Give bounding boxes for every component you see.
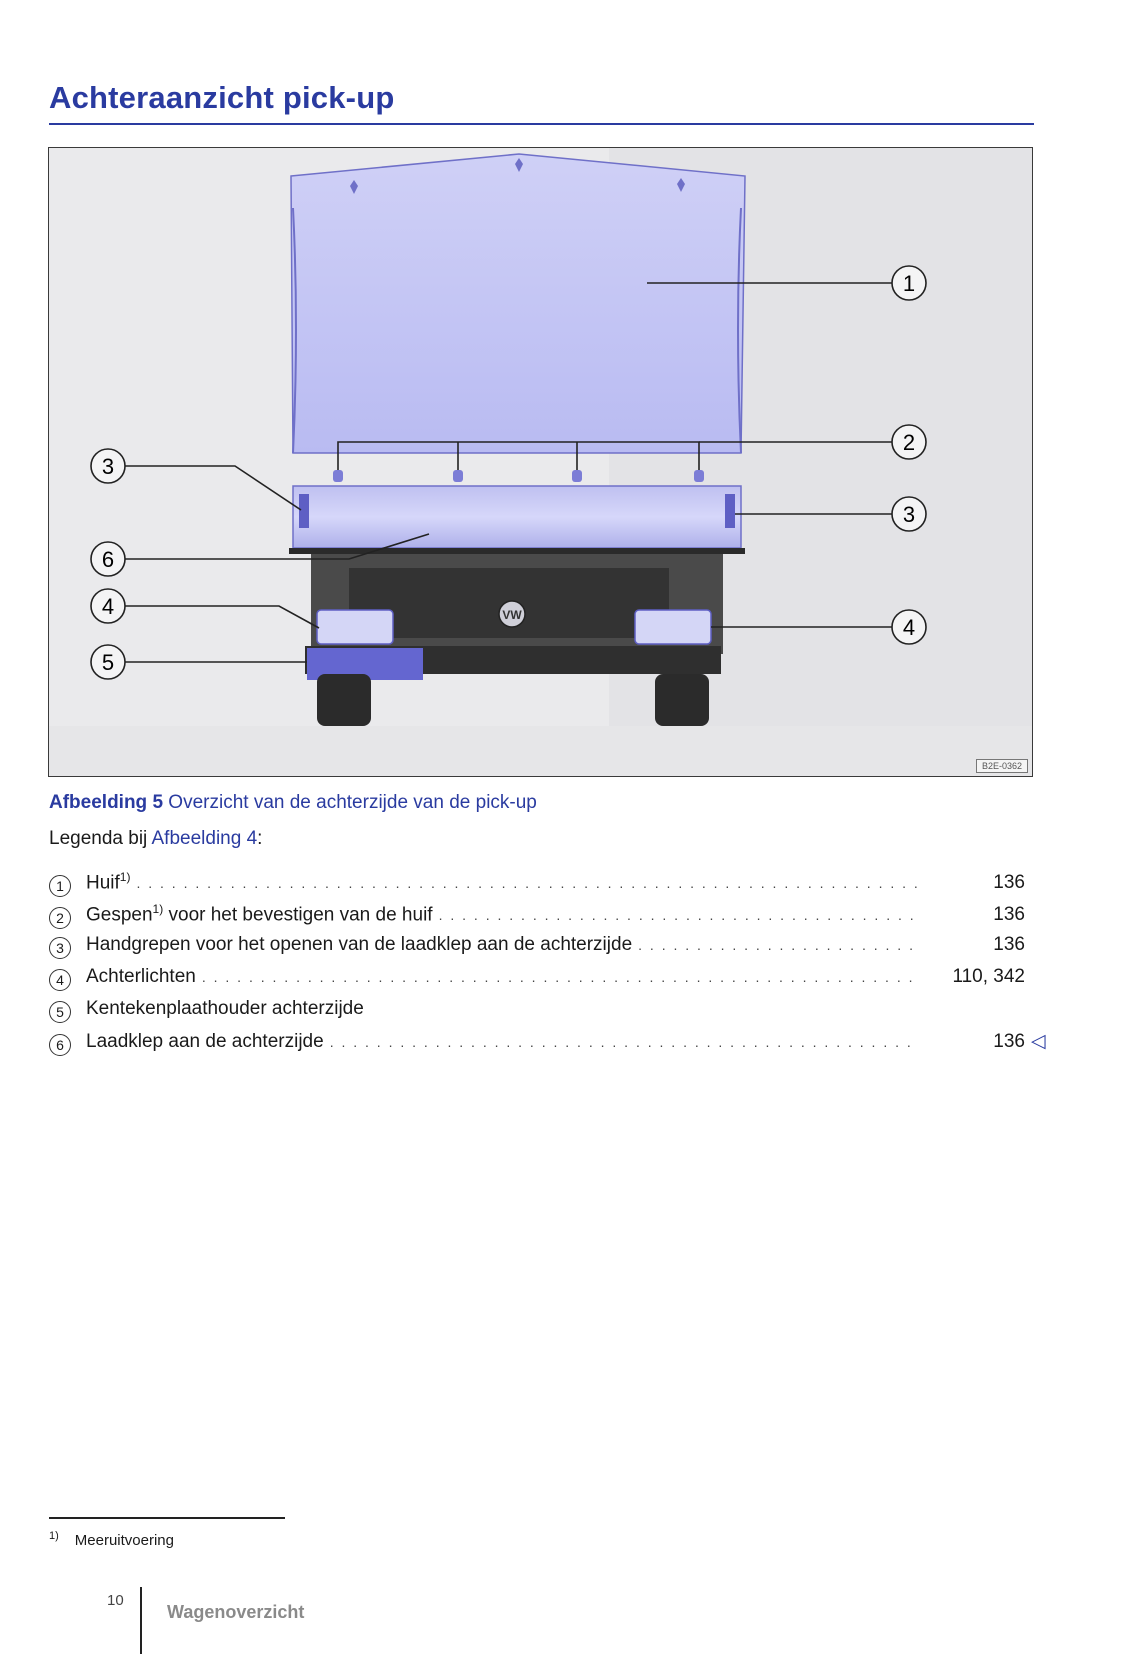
callout-6: 6 xyxy=(101,547,115,572)
legend-number: 1 xyxy=(49,875,71,897)
legend-number: 2 xyxy=(49,907,71,929)
caption-label: Afbeelding 5 xyxy=(49,792,164,813)
legend-figure-link[interactable]: Afbeelding 4 xyxy=(151,828,258,849)
rear-light-right xyxy=(635,610,711,644)
callout-1: 1 xyxy=(902,271,916,296)
callout-2: 2 xyxy=(902,430,916,455)
figure-caption xyxy=(49,792,537,814)
wheel-right xyxy=(655,674,709,726)
legend-number: 3 xyxy=(49,937,71,959)
callout-4-left: 4 xyxy=(101,594,115,619)
footnote-divider xyxy=(49,1517,285,1519)
legend-list xyxy=(49,870,1059,1062)
leader-dots xyxy=(638,937,919,953)
legend-title xyxy=(49,828,262,850)
page-number: 10 xyxy=(107,1592,124,1609)
pickup-rear-illustration xyxy=(48,147,1033,777)
page-reference[interactable]: 136 xyxy=(993,1031,1025,1052)
caption-text: Overzicht van de achterzijde van de pick-up xyxy=(168,792,537,813)
footer-divider xyxy=(140,1587,142,1654)
rear-light-left xyxy=(317,610,393,644)
buckle xyxy=(694,470,704,482)
buckle xyxy=(333,470,343,482)
section-name: Wagenoverzicht xyxy=(167,1602,305,1622)
legend-label xyxy=(86,902,433,926)
ground xyxy=(49,726,1033,777)
legend-number: 6 xyxy=(49,1034,71,1056)
legend-label-text: Achterlichten xyxy=(86,966,196,987)
leader-dots xyxy=(136,875,919,891)
page-reference[interactable]: 136 xyxy=(993,904,1025,926)
legend-title-colon: : xyxy=(257,828,263,849)
legend-label-text: Gespen xyxy=(86,904,153,926)
illustration-svg xyxy=(49,148,1033,777)
callout-3-left: 3 xyxy=(101,454,115,479)
canopy xyxy=(291,154,745,453)
legend-label xyxy=(86,870,130,894)
gate-handle-right xyxy=(725,494,735,528)
legend-item xyxy=(49,934,1059,966)
wheel-left xyxy=(317,674,371,726)
legend-item xyxy=(49,902,1059,934)
legend-label xyxy=(86,966,196,988)
legend-number: 4 xyxy=(49,969,71,991)
legend-item xyxy=(49,870,1059,902)
legend-label xyxy=(86,1031,324,1053)
tailgate xyxy=(293,486,741,548)
leader-dots xyxy=(202,969,919,985)
legend-title-text: Legenda bij xyxy=(49,828,148,849)
callout-4-right: 4 xyxy=(902,615,916,640)
callout-3-right: 3 xyxy=(902,502,916,527)
gate-edge xyxy=(289,548,745,554)
legend-item xyxy=(49,998,1059,1030)
legend-label-text: Laadklep aan de achterzijde xyxy=(86,1031,324,1052)
legend-label xyxy=(86,934,632,956)
leader-dots xyxy=(439,907,919,923)
vw-logo-text: VW xyxy=(502,608,522,622)
page-reference[interactable]: 136 xyxy=(993,934,1025,955)
title-divider xyxy=(49,123,1034,125)
footnote xyxy=(49,1530,174,1549)
footnote-text: Meeruitvoering xyxy=(74,1532,174,1549)
footnote-marker: 1) xyxy=(49,1530,59,1542)
figure-code: B2E-0362 xyxy=(976,759,1028,773)
gate-handle-left xyxy=(299,494,309,528)
page-reference[interactable]: 110, 342 xyxy=(952,966,1025,987)
page-title: Achteraanzicht pick-up xyxy=(49,80,395,115)
legend-label-rest: voor het bevestigen van de huif xyxy=(163,904,433,926)
footnote-ref: 1) xyxy=(152,902,164,916)
legend-label-text: Handgrepen voor het openen van de laadklep aan de achterzijde xyxy=(86,934,633,955)
leader-dots xyxy=(330,1034,919,1050)
page-reference[interactable]: 136 xyxy=(993,872,1025,894)
footnote-ref: 1) xyxy=(119,870,131,884)
legend-item xyxy=(49,1030,1059,1062)
callout-5: 5 xyxy=(101,650,115,675)
buckle xyxy=(572,470,582,482)
end-mark: ◁ xyxy=(1031,1031,1046,1052)
legend-label-text: Huif xyxy=(86,872,120,894)
legend-label-text: Kentekenplaathouder achterzijde xyxy=(86,998,364,1019)
legend-label xyxy=(86,998,364,1020)
legend-item xyxy=(49,966,1059,998)
legend-number: 5 xyxy=(49,1001,71,1023)
buckle xyxy=(453,470,463,482)
